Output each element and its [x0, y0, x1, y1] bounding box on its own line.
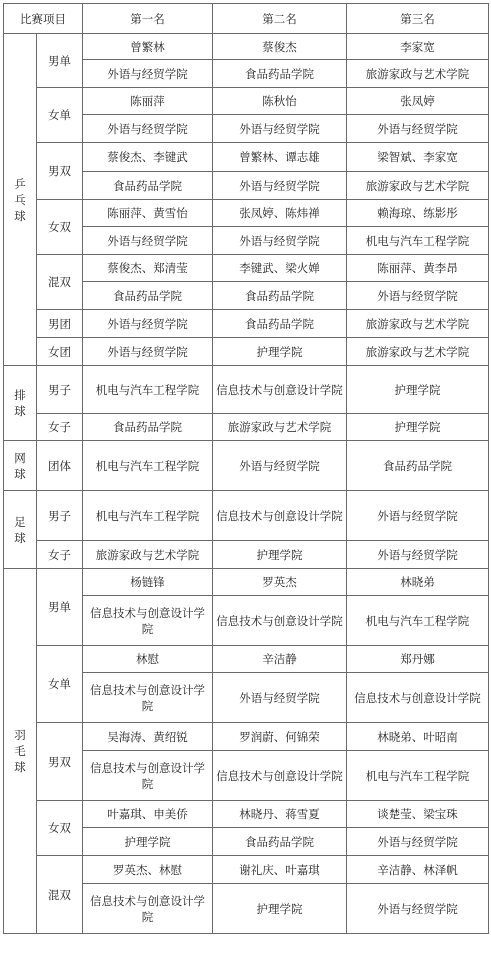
first-place-cell: 外语与经贸学院	[83, 227, 213, 255]
second-place-cell: 外语与经贸学院	[213, 172, 347, 200]
third-place-cell: 陈丽萍、黄李昂	[347, 255, 489, 282]
table-row	[4, 88, 489, 115]
third-place-cell: 机电与汽车工程学院	[347, 596, 489, 646]
third-place-cell: 食品药品学院	[347, 441, 489, 491]
event-name-cell: 男单	[37, 569, 83, 646]
third-place-cell: 旅游家政与艺术学院	[347, 310, 489, 338]
header-second-place: 第二名	[213, 4, 347, 34]
event-name-cell: 团体	[37, 441, 83, 491]
event-name-cell: 女单	[37, 88, 83, 143]
header-row	[4, 4, 489, 34]
first-place-cell: 机电与汽车工程学院	[83, 491, 213, 541]
first-place-cell: 陈丽萍、黄雪怡	[83, 200, 213, 227]
sport-name: 羽毛球	[14, 728, 26, 774]
sport-name-cell	[4, 34, 37, 366]
second-place-cell: 罗润蔚、何锦荣	[213, 723, 347, 751]
sport-name-cell	[4, 569, 37, 934]
table-row	[4, 338, 489, 366]
table-row	[4, 143, 489, 172]
first-place-cell: 信息技术与创意设计学院	[83, 673, 213, 723]
third-place-cell: 机电与汽车工程学院	[347, 751, 489, 801]
second-place-cell: 辛洁静	[213, 646, 347, 673]
third-place-cell: 谈楚莹、梁宝珠	[347, 801, 489, 828]
first-place-cell: 信息技术与创意设计学院	[83, 751, 213, 801]
second-place-cell: 护理学院	[213, 338, 347, 366]
second-place-cell: 食品药品学院	[213, 60, 347, 88]
third-place-cell: 辛洁静、林泽帆	[347, 856, 489, 884]
first-place-cell: 外语与经贸学院	[83, 338, 213, 366]
second-place-cell: 外语与经贸学院	[213, 441, 347, 491]
sport-name: 排球	[14, 388, 26, 418]
third-place-cell: 旅游家政与艺术学院	[347, 172, 489, 200]
second-place-cell: 护理学院	[213, 541, 347, 569]
third-place-cell: 机电与汽车工程学院	[347, 227, 489, 255]
event-name-cell: 混双	[37, 856, 83, 934]
second-place-cell: 谢礼庆、叶嘉琪	[213, 856, 347, 884]
second-place-cell: 外语与经贸学院	[213, 673, 347, 723]
third-place-cell: 梁智斌、李家宽	[347, 143, 489, 172]
first-place-cell: 曾繁林	[83, 34, 213, 60]
event-name-cell: 女双	[37, 200, 83, 255]
event-name-cell: 女子	[37, 414, 83, 441]
third-place-cell: 旅游家政与艺术学院	[347, 338, 489, 366]
first-place-cell: 陈丽萍	[83, 88, 213, 115]
event-name-cell: 男单	[37, 34, 83, 88]
sport-name: 乒乓球	[14, 176, 26, 223]
third-place-cell: 外语与经贸学院	[347, 541, 489, 569]
third-place-cell: 赖海琼、练影彤	[347, 200, 489, 227]
event-name-cell: 女双	[37, 801, 83, 856]
first-place-cell: 外语与经贸学院	[83, 310, 213, 338]
header-third-place: 第三名	[347, 4, 489, 34]
third-place-cell: 外语与经贸学院	[347, 282, 489, 310]
third-place-cell: 信息技术与创意设计学院	[347, 673, 489, 723]
table-row	[4, 856, 489, 884]
second-place-cell: 外语与经贸学院	[213, 115, 347, 143]
first-place-cell: 旅游家政与艺术学院	[83, 541, 213, 569]
first-place-cell: 罗英杰、林慰	[83, 856, 213, 884]
results-table	[3, 3, 489, 934]
second-place-cell: 外语与经贸学院	[213, 227, 347, 255]
event-name-cell: 女团	[37, 338, 83, 366]
first-place-cell: 信息技术与创意设计学院	[83, 596, 213, 646]
sport-name-cell	[4, 366, 37, 441]
table-row	[4, 723, 489, 751]
event-name-cell: 男子	[37, 366, 83, 414]
second-place-cell: 曾繁林、谭志雄	[213, 143, 347, 172]
first-place-cell: 机电与汽车工程学院	[83, 366, 213, 414]
third-place-cell: 旅游家政与艺术学院	[347, 60, 489, 88]
third-place-cell: 护理学院	[347, 414, 489, 441]
first-place-cell: 蔡俊杰、李键武	[83, 143, 213, 172]
first-place-cell: 外语与经贸学院	[83, 115, 213, 143]
third-place-cell: 郑丹娜	[347, 646, 489, 673]
first-place-cell: 蔡俊杰、郑清莹	[83, 255, 213, 282]
second-place-cell: 李键武、梁火婵	[213, 255, 347, 282]
table-row	[4, 366, 489, 414]
event-name-cell: 男双	[37, 143, 83, 200]
second-place-cell: 食品药品学院	[213, 828, 347, 856]
event-name-cell: 女子	[37, 541, 83, 569]
second-place-cell: 信息技术与创意设计学院	[213, 596, 347, 646]
third-place-cell: 外语与经贸学院	[347, 884, 489, 934]
sport-name: 网球	[14, 450, 26, 481]
table-row	[4, 414, 489, 441]
sport-name: 足球	[14, 514, 26, 545]
first-place-cell: 信息技术与创意设计学院	[83, 884, 213, 934]
third-place-cell: 外语与经贸学院	[347, 115, 489, 143]
table-row	[4, 310, 489, 338]
third-place-cell: 外语与经贸学院	[347, 491, 489, 541]
second-place-cell: 林晓丹、蒋雪夏	[213, 801, 347, 828]
first-place-cell: 吴海涛、黄绍锐	[83, 723, 213, 751]
table-row	[4, 569, 489, 596]
event-name-cell: 男团	[37, 310, 83, 338]
first-place-cell: 叶嘉琪、申美侨	[83, 801, 213, 828]
sport-name-cell	[4, 441, 37, 491]
first-place-cell: 食品药品学院	[83, 414, 213, 441]
third-place-cell: 外语与经贸学院	[347, 828, 489, 856]
table-row	[4, 441, 489, 491]
sport-name-cell	[4, 491, 37, 569]
first-place-cell: 食品药品学院	[83, 172, 213, 200]
event-name-cell: 男子	[37, 491, 83, 541]
first-place-cell: 食品药品学院	[83, 282, 213, 310]
third-place-cell: 林晓弟	[347, 569, 489, 596]
second-place-cell: 信息技术与创意设计学院	[213, 751, 347, 801]
third-place-cell: 林晓弟、叶昭南	[347, 723, 489, 751]
second-place-cell: 罗英杰	[213, 569, 347, 596]
table-row	[4, 541, 489, 569]
second-place-cell: 信息技术与创意设计学院	[213, 491, 347, 541]
table-row	[4, 646, 489, 673]
results-body	[4, 34, 489, 934]
second-place-cell: 张凤婷、陈炜禅	[213, 200, 347, 227]
table-row	[4, 34, 489, 60]
second-place-cell: 陈秋怡	[213, 88, 347, 115]
second-place-cell: 旅游家政与艺术学院	[213, 414, 347, 441]
header-first-place: 第一名	[83, 4, 213, 34]
first-place-cell: 机电与汽车工程学院	[83, 441, 213, 491]
table-row	[4, 200, 489, 227]
first-place-cell: 林慰	[83, 646, 213, 673]
first-place-cell: 杨链锋	[83, 569, 213, 596]
table-row	[4, 491, 489, 541]
event-name-cell: 男双	[37, 723, 83, 801]
second-place-cell: 食品药品学院	[213, 282, 347, 310]
table-row	[4, 801, 489, 828]
second-place-cell: 食品药品学院	[213, 310, 347, 338]
second-place-cell: 护理学院	[213, 884, 347, 934]
table-row	[4, 255, 489, 282]
first-place-cell: 护理学院	[83, 828, 213, 856]
header-event: 比赛项目	[4, 4, 83, 34]
third-place-cell: 护理学院	[347, 366, 489, 414]
event-name-cell: 混双	[37, 255, 83, 310]
third-place-cell: 张凤婷	[347, 88, 489, 115]
second-place-cell: 信息技术与创意设计学院	[213, 366, 347, 414]
event-name-cell: 女单	[37, 646, 83, 723]
second-place-cell: 蔡俊杰	[213, 34, 347, 60]
first-place-cell: 外语与经贸学院	[83, 60, 213, 88]
third-place-cell: 李家宽	[347, 34, 489, 60]
